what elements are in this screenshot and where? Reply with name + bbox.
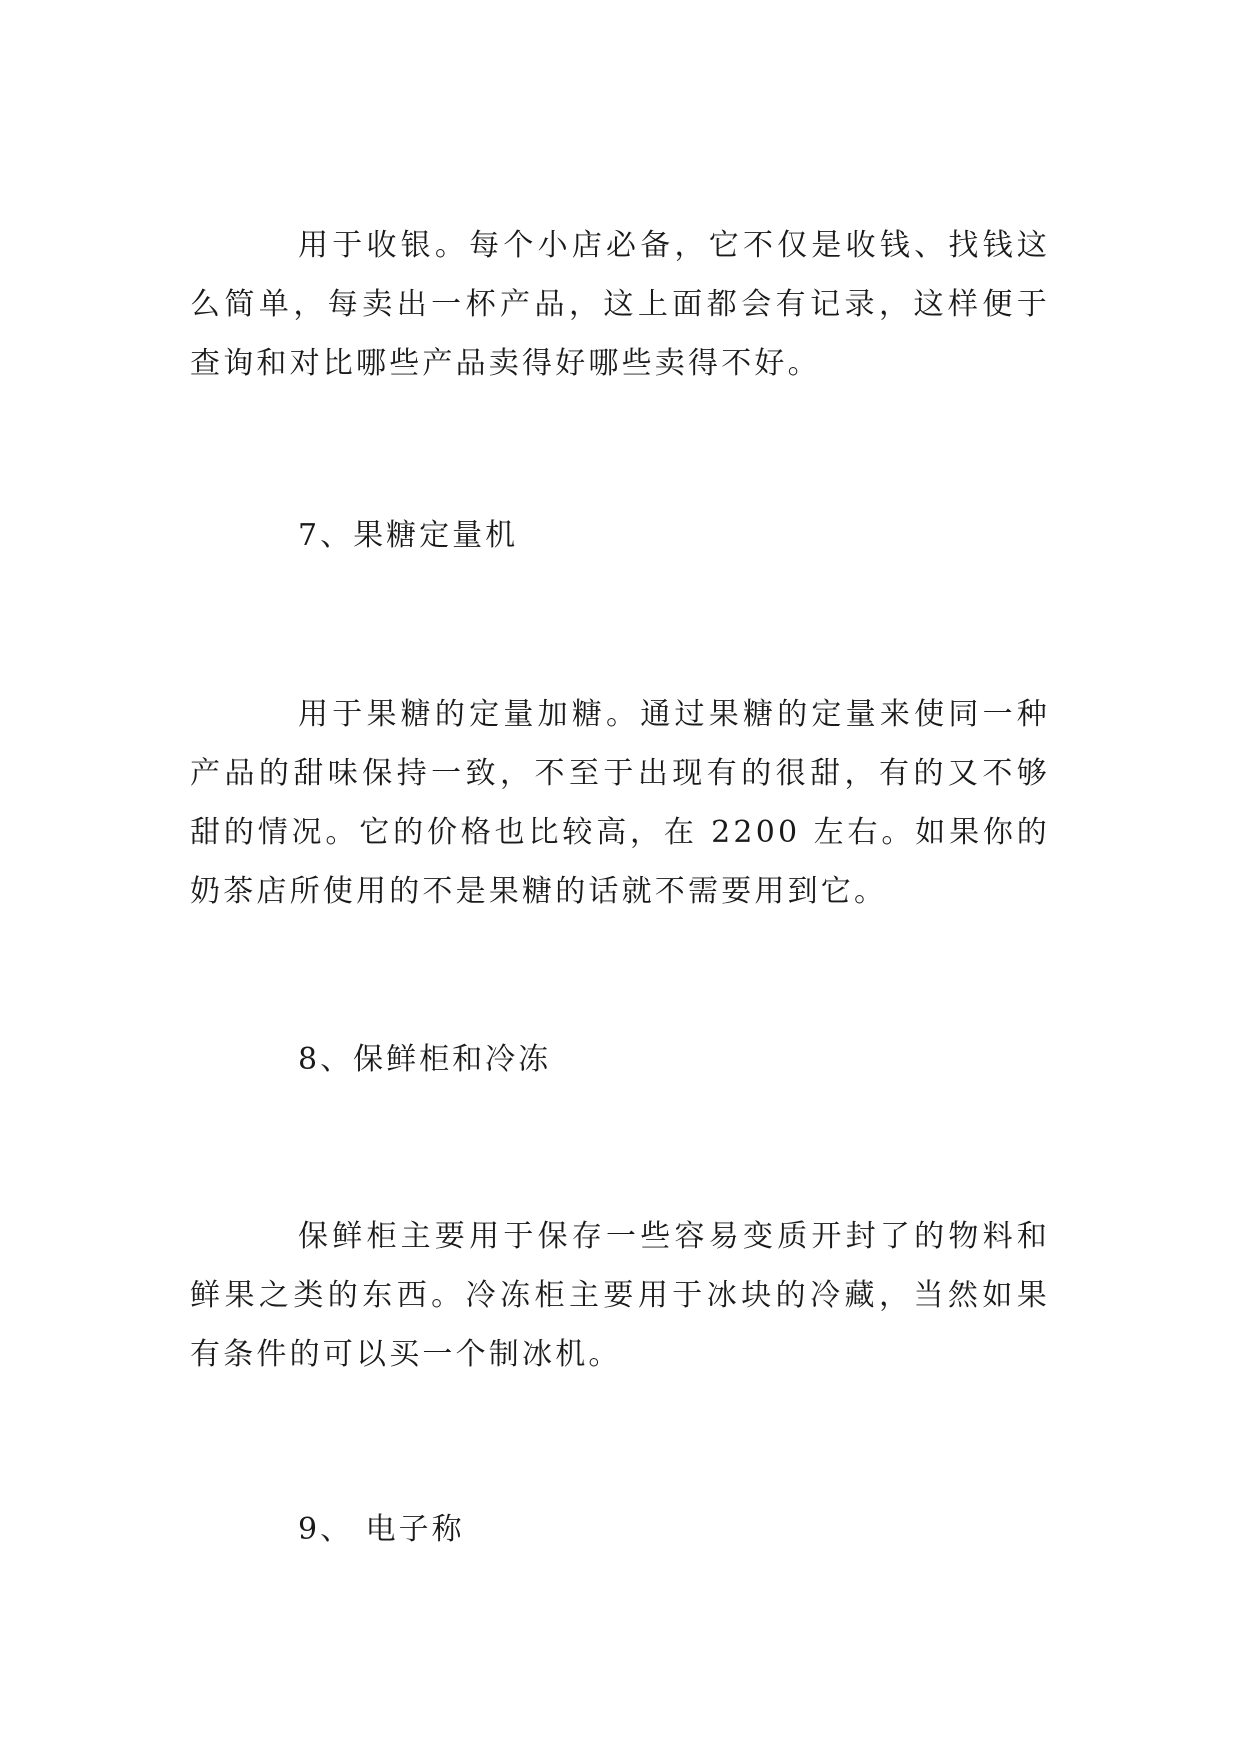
heading-electronic-scale: 9、 电子称 (298, 1512, 465, 1547)
heading-fridge-freezer: 8、保鲜柜和冷冻 (298, 1042, 552, 1077)
heading-fructose-dispenser: 7、果糖定量机 (298, 518, 519, 553)
paragraph-cash-register: 用于收银。每个小店必备，它不仅是收钱、找钱这么简单，每卖出一杯产品，这上面都会有记录，这样便于查询和对比哪些产品卖得好哪些卖得不好。 (190, 228, 1050, 381)
paragraph-fructose-dispenser: 用于果糖的定量加糖。通过果糖的定量来使同一种产品的甜味保持一致，不至于出现有的很甜，有的又不够甜的情况。它的价格也比较高，在 2200 左右。如果你的奶茶店所使用的不是果糖的话就不需要用到它。 (190, 697, 1050, 909)
paragraph-fridge-freezer: 保鲜柜主要用于保存一些容易变质开封了的物料和鲜果之类的东西。冷冻柜主要用于冰块的冷藏，当然如果有条件的可以买一个制冰机。 (190, 1219, 1050, 1372)
